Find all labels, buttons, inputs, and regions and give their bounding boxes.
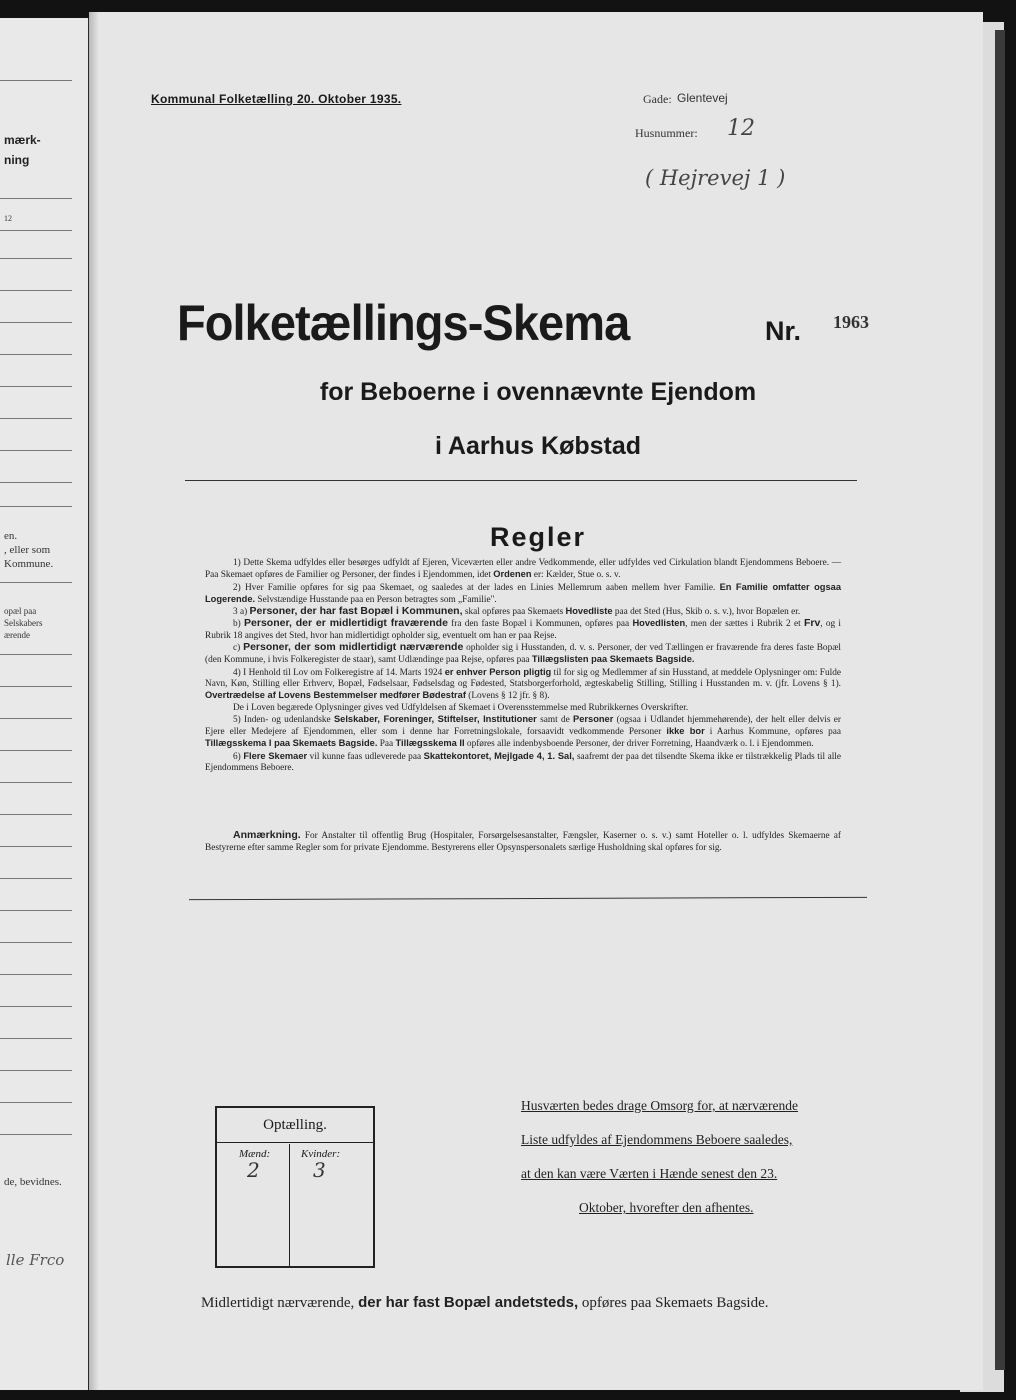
left-page-text: 12 <box>4 214 12 223</box>
men-label: Mænd: <box>239 1148 271 1160</box>
divider <box>185 480 857 481</box>
left-page-signature: lle Frco <box>6 1251 65 1269</box>
left-page-rule <box>0 750 72 751</box>
left-page-text: mærk- <box>4 133 41 147</box>
rules-text <box>205 558 841 774</box>
left-page-rule <box>0 290 72 291</box>
page-gutter-shadow <box>89 12 99 1390</box>
left-page-rule <box>0 1070 72 1071</box>
form-number: 1963 <box>833 312 869 332</box>
left-page-rule <box>0 258 72 259</box>
left-page-rule <box>0 198 72 199</box>
remark-label: Anmærkning. <box>233 829 301 841</box>
handwritten-note: ( Hejrevej 1 ) <box>645 166 786 190</box>
rule-5: 5) Inden- og udenlandske Selskaber, Foreninger, Stiftelser, Institutioner samt de Personer (ogsaa i Udlandet hjemmehørende), der helt eller delvis er Ejere eller Medejere af Ejendommen, eller som i denne har Forretningslokale, forsaavidt vedkommende Personer ikke bor i Aarhus Kommune, opføres paa Tillægsskema I paa Skemaets Bagside. Paa Tillægsskema II opføres alle indenbysboende Personer, der driver Forretning, Haandværk o. l. i Ejendommen. <box>205 713 842 750</box>
left-page-rule <box>0 506 72 507</box>
form-number-label: Nr. <box>765 316 802 346</box>
left-page-rule <box>0 846 72 847</box>
husnummer-label: Husnummer: <box>635 126 698 140</box>
left-page-text: ning <box>4 153 30 167</box>
left-page-rule <box>0 686 72 687</box>
men-count: 2 <box>247 1158 260 1182</box>
notice-line: at den kan være Værten i Hænde senest den 23. <box>521 1166 778 1181</box>
left-page-rule <box>0 1134 72 1135</box>
rule-3a: 3 a) Personer, der har fast Bopæl i Kommunen, skal opføres paa Skemaets Hovedliste paa det Sted (Hus, Skib o. s. v.), hvor Bopælen er. <box>233 605 801 618</box>
left-page-rule <box>0 230 72 231</box>
census-header-line: Kommunal Folketælling 20. Oktober 1935. <box>151 92 402 106</box>
left-page-rule <box>0 582 72 583</box>
notice-line: Husværten bedes drage Omsorg for, at nærværende <box>521 1098 799 1113</box>
rule-4: 4) I Henhold til Lov om Folkeregistre af 14. Marts 1924 er enhver Person pligtig til for sig og Medlemmer af sin Husstand, at meddele Oplysninger om: Fulde Navn, Køn, Stilling eller Erhverv, Bopæl, Fødselsaar, Fødselsdag og Fødested, Statsborgerforhold, ægteskabelig Stilling, Stilling i Husstanden m. v. (jfr. Lovens § 1). Overtrædelse af Lovens Bestemmelser medfører Bødestraf (Lovens § 12 jfr. § 8). <box>205 666 841 702</box>
left-page-text: Kommune. <box>4 558 54 570</box>
left-page-text: Selskabers <box>4 618 43 628</box>
notice-line: Liste udfyldes af Ejendommens Beboere saaledes, <box>521 1132 793 1147</box>
left-page-rule <box>0 942 72 943</box>
form-title: Folketællings-Skema <box>177 295 630 351</box>
rule-3b: b) Personer, der er midlertidigt fraværende fra den faste Bopæl i Kommunen, opføres paa Hovedlisten, men der sættes i Rubrik 2 et Frv, og i Rubrik 18 angives det Sted, hvor han midlertidigt opholder sig, eventuelt om han er paa Rejse. <box>205 617 842 641</box>
husnummer-value: 12 <box>727 116 755 141</box>
left-page-rule <box>0 910 72 911</box>
gade-label: Gade: <box>643 92 672 106</box>
divider <box>189 897 867 900</box>
page-edge <box>995 30 1005 1370</box>
left-page-fragment <box>0 18 91 1390</box>
left-page-text: , eller som <box>4 544 51 556</box>
form-subtitle-city: i Aarhus Købstad <box>434 432 642 460</box>
count-divider <box>289 1144 290 1266</box>
rules-heading: Regler <box>489 522 587 552</box>
left-page-rule <box>0 974 72 975</box>
left-page-rule <box>0 322 72 323</box>
count-box <box>215 1106 375 1268</box>
left-page-text: opæl paa <box>4 606 37 616</box>
gade-value: Glentevej <box>677 91 728 105</box>
left-page-rule <box>0 450 72 451</box>
form-subtitle: for Beboerne i ovennævnte Ejendom <box>319 378 757 406</box>
left-page-rule <box>0 1006 72 1007</box>
rule-6: 6) Flere Skemaer vil kunne faas udleverede paa Skattekontoret, Mejlgade 4, 1. Sal, saafremt der paa det tilsendte Skema ikke er tilstrækkelig Plads til alle Ejendommens Beboere. <box>205 750 841 774</box>
left-page-rule <box>0 1038 72 1039</box>
women-label: Kvinder: <box>301 1148 341 1160</box>
left-page-rule <box>0 354 72 355</box>
rule-1: 1) Dette Skema udfyldes eller besørges udfyldt af Ejeren, Viceværten eller andre Vedkommende, eller udfyldes ved Cirkulation blandt Ejendommens Beboere. — Paa Skemaet opføres de Familier og Personer, der findes i Ejendommen, idet Ordenen er: Kælder, Stue o. s. v. <box>205 558 841 581</box>
left-page-rule <box>0 1102 72 1103</box>
rule-2: 2) Hver Familie opføres for sig paa Skemaet, og saaledes at der lades en Linies Mellemrum aaben mellem hver Familie. En Familie omfatter ogsaa Logerende. Selvstændige Husstande paa en Person betragtes som „Familie". <box>205 581 841 605</box>
left-page-text: en. <box>4 530 18 542</box>
rule-4-note: De i Loven begærede Oplysninger gives ved Udfyldelsen af Skemaet i Overensstemmelse med Rubrikkernes Overskrifter. <box>233 702 689 713</box>
left-page-rule <box>0 814 72 815</box>
left-page-rule <box>0 782 72 783</box>
left-page-rule <box>0 718 72 719</box>
left-page-text: de, bevidnes. <box>4 1176 62 1188</box>
count-heading: Optælling. <box>217 1108 373 1143</box>
women-count: 3 <box>313 1158 326 1182</box>
left-page-rule <box>0 878 72 879</box>
footer-note: Midlertidigt nærværende, der har fast Bopæl andetsteds, opføres paa Skemaets Bagside. <box>201 1294 769 1311</box>
census-form-page <box>92 12 983 1390</box>
left-page-rule <box>0 654 72 655</box>
rule-3c: c) Personer, der som midlertidigt nærværende opholder sig i Husstanden, d. v. s. Personer, der ved Tællingen er fraværende fra deres faste Bopæl (den Kommune, i hvis Folkeregister de staar), samt Udlændinge paa Rejse, opføres paa Tillægslisten paa Skemaets Bagside. <box>205 641 842 666</box>
left-page-text: ærende <box>4 630 30 640</box>
notice-line: Oktober, hvorefter den afhentes. <box>579 1200 754 1215</box>
left-page-rule <box>0 80 72 81</box>
left-page-rule <box>0 418 72 419</box>
remark-text: Anmærkning. For Anstalter til offentlig Brug (Hospitaler, Forsørgelsesanstalter, Fængsler, Kaserner o. s. v.) samt Hoteller o. l. udfyldes Skemaerne af Bestyrerne efter samme Regler som for private Ejendomme. Bestyrerens eller Opsynspersonalets særlige Husholdning skal opføres for sig. <box>205 829 841 853</box>
left-page-rule <box>0 386 72 387</box>
left-page-rule <box>0 482 72 483</box>
